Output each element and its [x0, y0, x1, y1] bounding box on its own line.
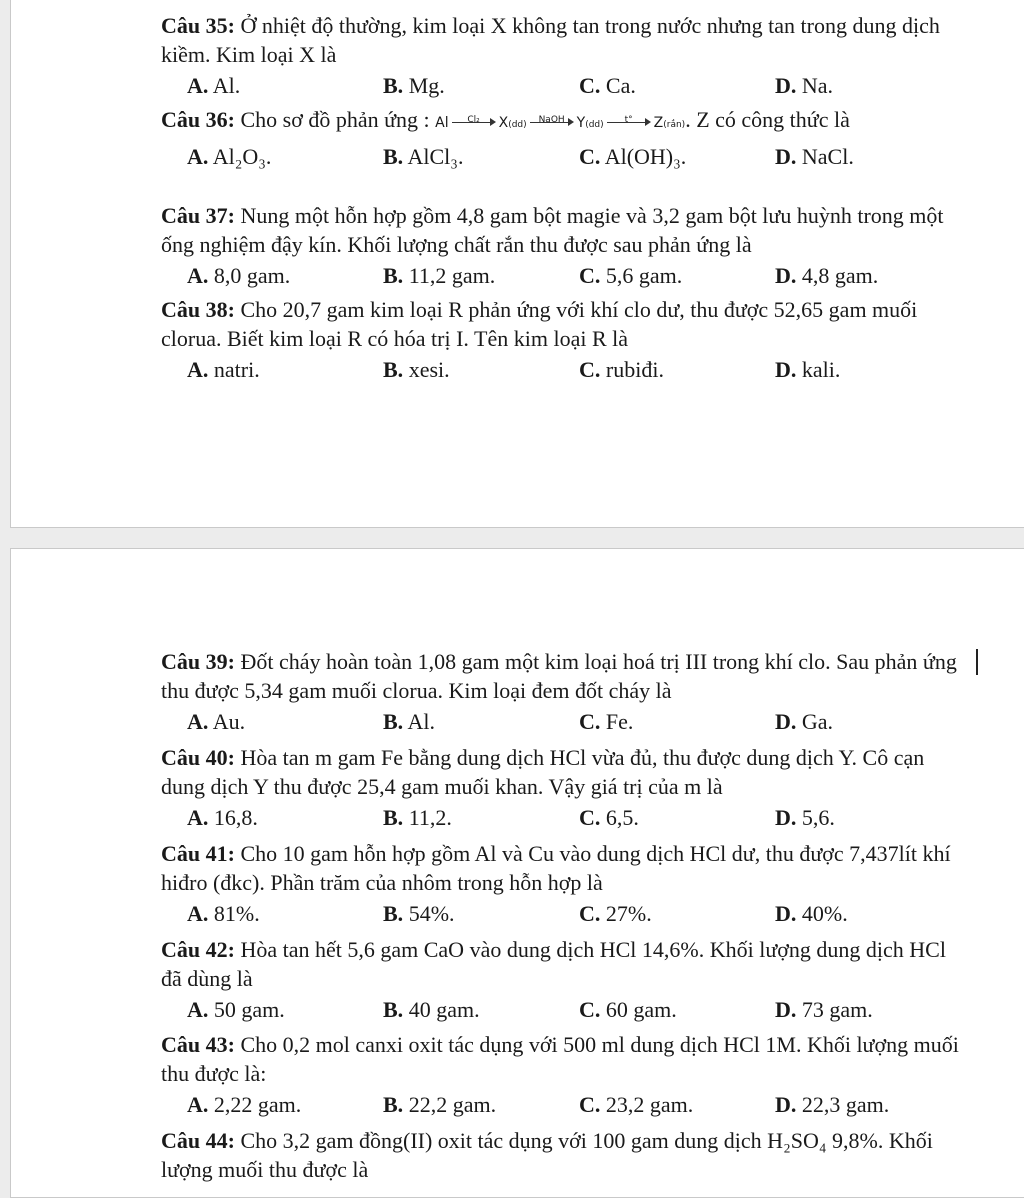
question-stem-end: . Z có công thức là: [685, 107, 850, 132]
option-c: C. 23,2 gam.: [579, 1092, 694, 1117]
question-42: [161, 935, 971, 1024]
option-c: C. rubiđi.: [579, 357, 664, 382]
option-b: B. AlCl₃.: [383, 144, 464, 169]
option-c: C. 6,5.: [579, 805, 639, 830]
option-c: C. Fe.: [579, 709, 634, 734]
option-d: D. Ga.: [775, 709, 834, 734]
question-label: Câu 43:: [161, 1032, 235, 1057]
question-44: [161, 1126, 971, 1184]
question-stem: Ở nhiệt độ thường, kim loại X không tan trong nước nhưng tan trong dung dịch kiềm. Kim loại X là: [161, 13, 940, 67]
option-a: A. 50 gam.: [187, 997, 285, 1022]
question-stem: Hòa tan hết 5,6 gam CaO vào dung dịch HCl 14,6%. Khối lượng dung dịch HCl đã dùng là: [161, 937, 946, 991]
option-c: C. 60 gam.: [579, 997, 677, 1022]
question-label: Câu 35:: [161, 13, 235, 38]
answer-options: [187, 899, 971, 928]
option-c: C. 27%.: [579, 901, 652, 926]
question-label: Câu 38:: [161, 297, 235, 322]
question-stem: Đốt cháy hoàn toàn 1,08 gam một kim loại hoá trị III trong khí clo. Sau phản ứng thu được 5,34 gam muối clorua. Kim loại đem đốt cháy là: [161, 649, 957, 703]
answer-options: [187, 707, 971, 736]
document-page-2: [10, 548, 1024, 1198]
reaction-arrow: Cl₂: [452, 117, 496, 127]
option-c: C. Ca.: [579, 73, 636, 98]
text-cursor: [976, 649, 978, 675]
question-38: [161, 295, 971, 384]
question-39: [161, 647, 971, 736]
option-b: B. xesi.: [383, 357, 450, 382]
option-d: D. kali.: [775, 357, 841, 382]
option-a: A. 8,0 gam.: [187, 263, 291, 288]
question-43: [161, 1030, 971, 1119]
option-a: A. Au.: [187, 709, 246, 734]
answer-options: [187, 355, 971, 384]
question-label: Câu 37:: [161, 203, 235, 228]
option-d: D. Na.: [775, 73, 834, 98]
question-stem: Hòa tan m gam Fe bằng dung dịch HCl vừa đủ, thu được dung dịch Y. Cô cạn dung dịch Y thu được 25,4 gam muối khan. Vậy giá trị của m là: [161, 745, 925, 799]
option-d: D. 22,3 gam.: [775, 1092, 890, 1117]
question-41: [161, 839, 971, 928]
option-b: B. 40 gam.: [383, 997, 480, 1022]
question-label: Câu 41:: [161, 841, 235, 866]
option-a: A. Al.: [187, 73, 241, 98]
option-d: D. NaCl.: [775, 144, 854, 169]
question-36: [161, 105, 971, 171]
document-page-1: [10, 0, 1024, 528]
question-stem: Cho 10 gam hỗn hợp gồm Al và Cu vào dung dịch HCl dư, thu được 7,437lít khí hiđro (đkc). Phần trăm của nhôm trong hỗn hợp là: [161, 841, 951, 895]
option-a: A. 16,8.: [187, 805, 258, 830]
question-stem: Cho 0,2 mol canxi oxit tác dụng với 500 ml dung dịch HCl 1M. Khối lượng muối thu được là:: [161, 1032, 959, 1086]
question-stem: Nung một hỗn hợp gồm 4,8 gam bột magie và 3,2 gam bột lưu huỳnh trong một ống nghiệm đậy kín. Khối lượng chất rắn thu được sau phản ứng là: [161, 203, 944, 257]
option-a: A. Al₂O₃.: [187, 144, 272, 169]
answer-options: [187, 142, 971, 171]
question-stem: Cho 3,2 gam đồng(II) oxit tác dụng với 100 gam dung dịch H₂SO₄ 9,8%. Khối lượng muối thu được là: [161, 1128, 933, 1182]
question-label: Câu 40:: [161, 745, 235, 770]
question-stem: Cho 20,7 gam kim loại R phản ứng với khí clo dư, thu được 52,65 gam muối clorua. Biết kim loại R có hóa trị I. Tên kim loại R là: [161, 297, 918, 351]
option-c: C. Al(OH)₃.: [579, 144, 687, 169]
answer-options: [187, 261, 971, 290]
answer-options: [187, 71, 971, 100]
option-d: D. 40%.: [775, 901, 848, 926]
question-stem: Cho sơ đồ phản ứng :: [240, 107, 430, 132]
option-b: B. Mg.: [383, 73, 445, 98]
option-d: D. 73 gam.: [775, 997, 873, 1022]
reaction-arrow: NaOH: [530, 117, 574, 127]
option-b: B. 11,2.: [383, 805, 452, 830]
answer-options: [187, 1090, 971, 1119]
question-label: Câu 36:: [161, 107, 235, 132]
option-d: D. 4,8 gam.: [775, 263, 879, 288]
option-a: A. 81%.: [187, 901, 260, 926]
question-35: [161, 11, 971, 100]
question-label: Câu 42:: [161, 937, 235, 962]
option-b: B. 22,2 gam.: [383, 1092, 497, 1117]
question-label: Câu 44:: [161, 1128, 235, 1153]
option-c: C. 5,6 gam.: [579, 263, 683, 288]
question-37: [161, 201, 971, 290]
answer-options: [187, 995, 971, 1024]
option-b: B. 54%.: [383, 901, 455, 926]
option-a: A. natri.: [187, 357, 260, 382]
option-a: A. 2,22 gam.: [187, 1092, 302, 1117]
reaction-arrow: t°: [607, 117, 651, 127]
question-label: Câu 39:: [161, 649, 235, 674]
option-b: B. 11,2 gam.: [383, 263, 496, 288]
reaction-scheme: Al Cl₂ X (dd) NaOH Y (dd) t° Z (rắn): [435, 115, 686, 131]
question-40: [161, 743, 971, 832]
answer-options: [187, 803, 971, 832]
option-b: B. Al.: [383, 709, 435, 734]
option-d: D. 5,6.: [775, 805, 835, 830]
